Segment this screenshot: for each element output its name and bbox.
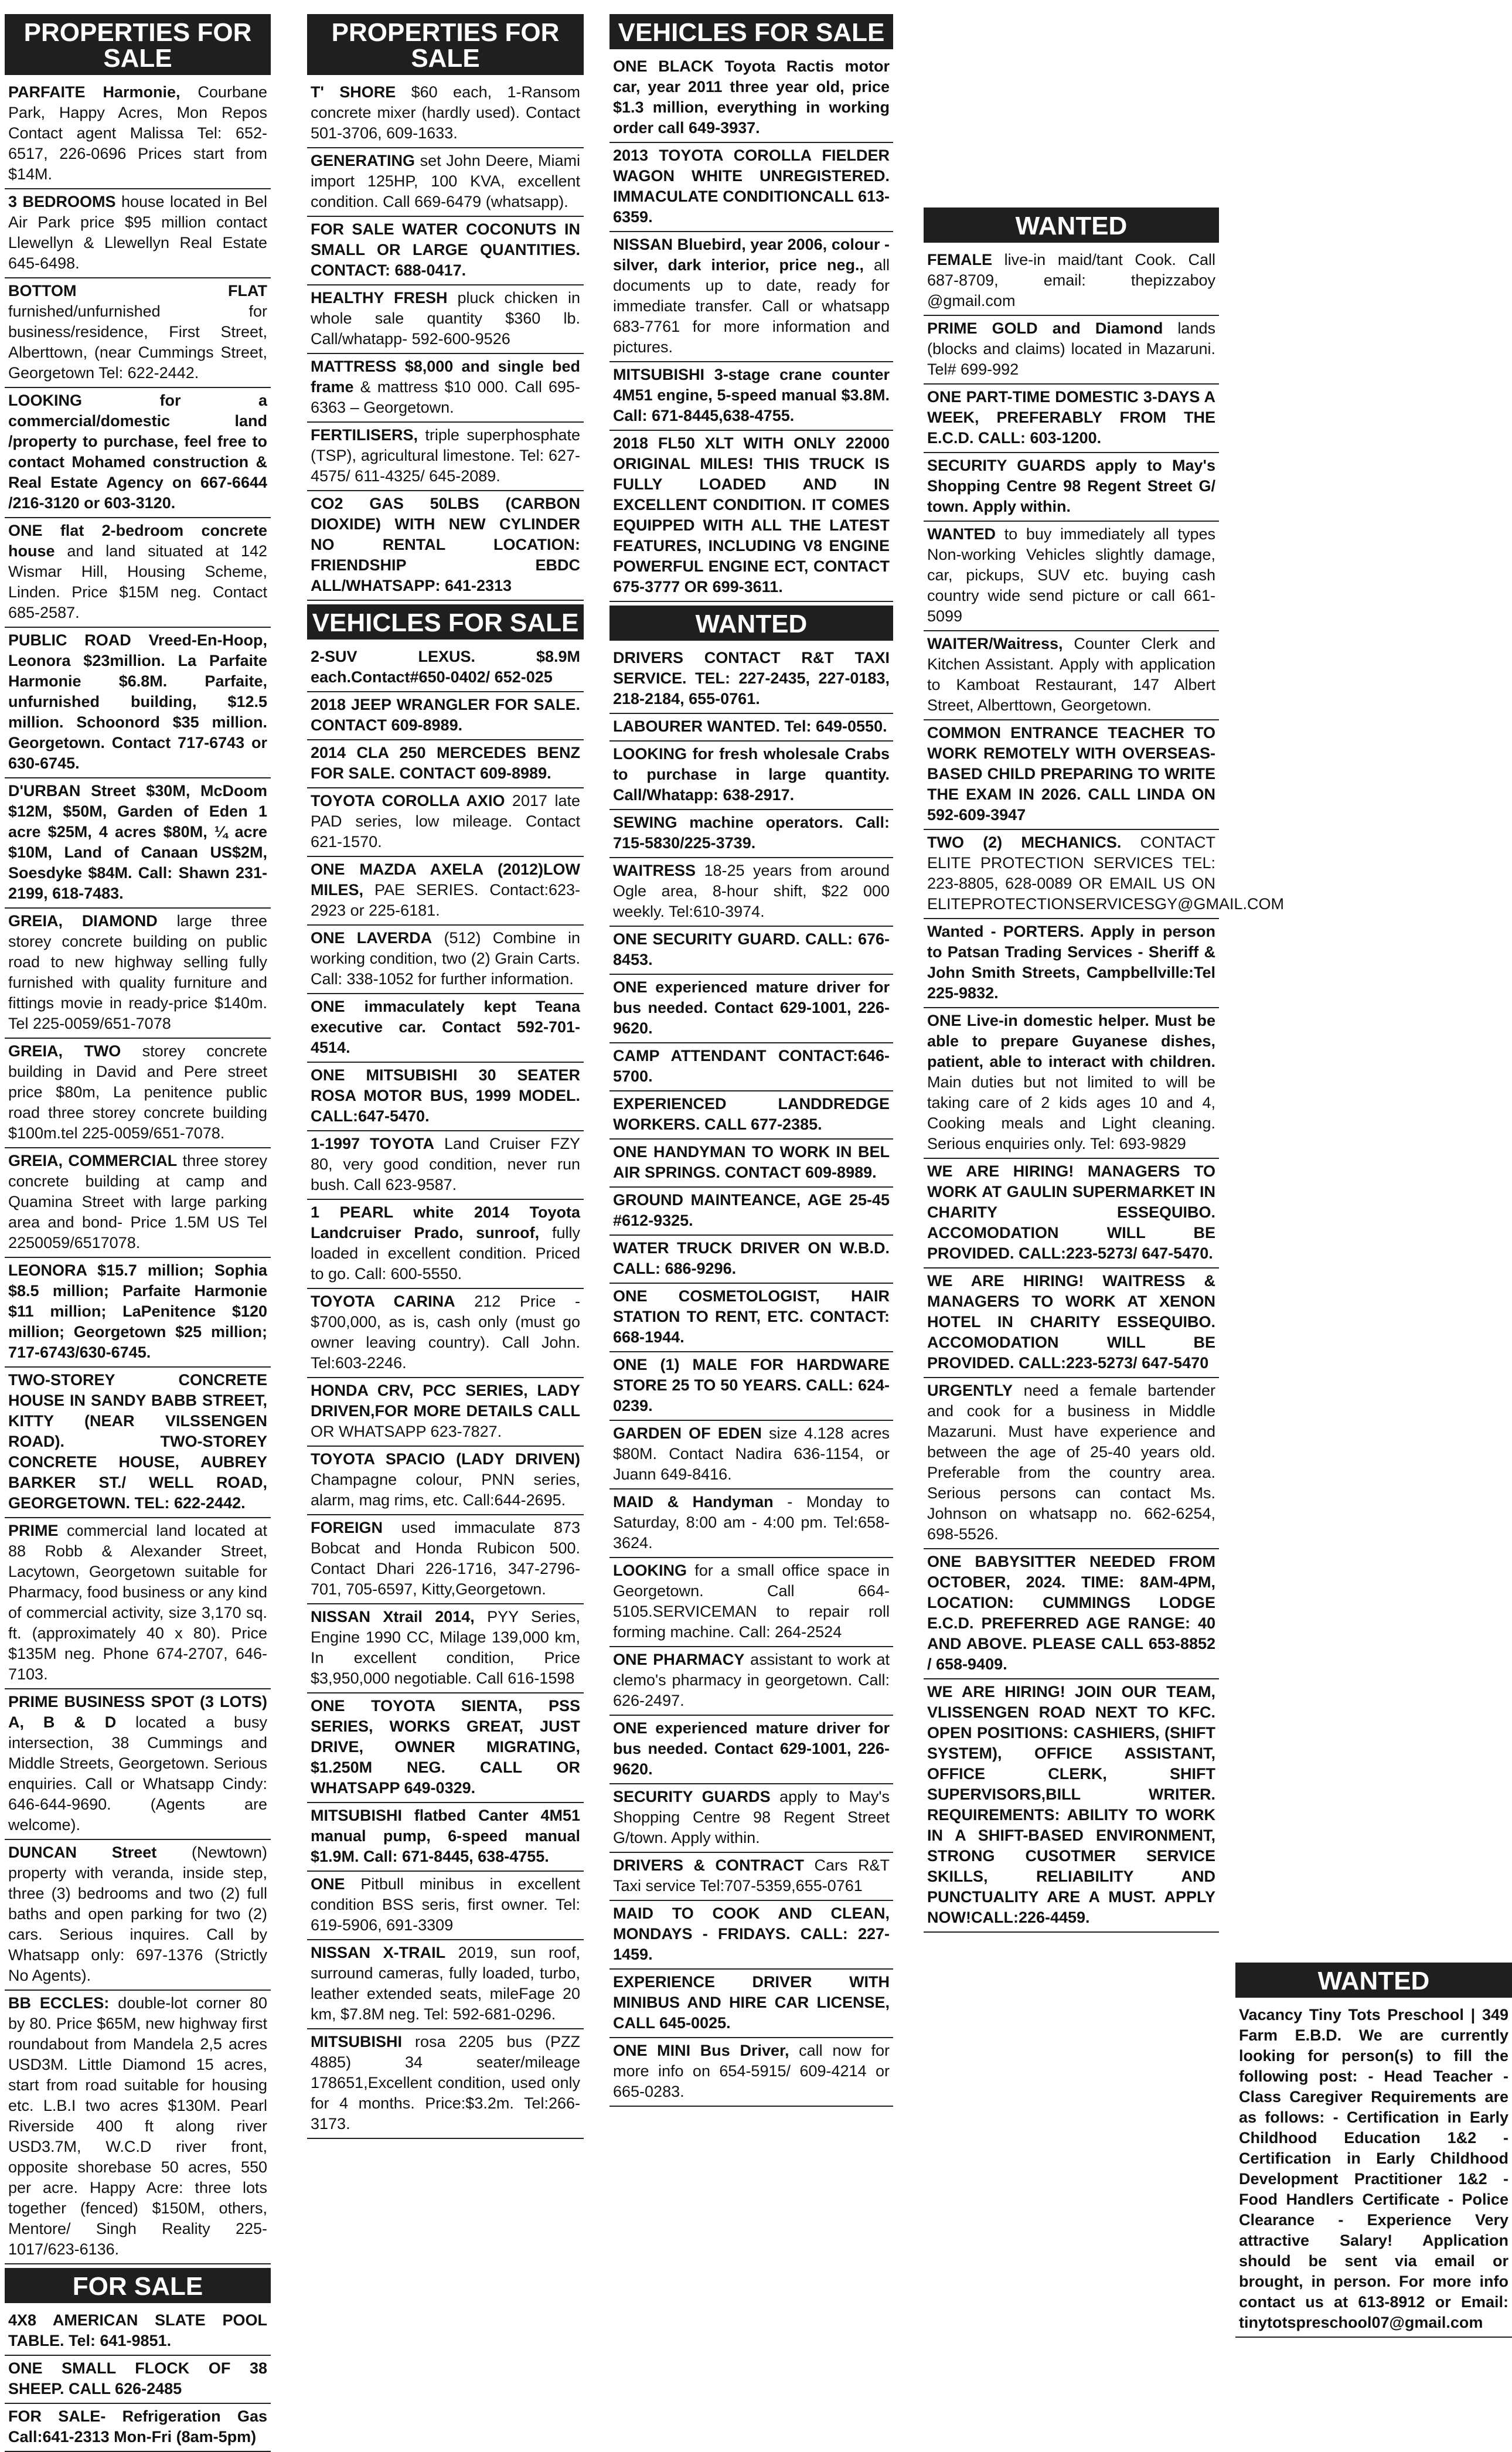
ad-lead-text: FEMALE (927, 251, 992, 268)
ad-lead-text: LEONORA $15.7 million; Sophia $8.5 million; Parfaite Harmonie $11 million; LaPenitence $120 million; Georgetown $25 million; 717-6743/630-6745. (8, 1261, 267, 1361)
ad-lead-text: WE ARE HIRING! WAITRESS & MANAGERS TO WORK AT XENON HOTEL IN CHARITY ESSEQUIBO. ACCOMODATION WILL BE PROVIDED. CALL:223-5273/ 647-5470 (927, 1272, 1215, 1372)
ad-lead-text: EXPERIENCED LANDDREDGE WORKERS. CALL 677-2385. (613, 1095, 890, 1133)
classified-ad (924, 1378, 1219, 1549)
ad-lead-text: SEWING machine operators. Call: 715-5830/225-3739. (613, 814, 890, 852)
classified-ad (609, 1421, 893, 1489)
ad-body-text: all documents up to date, ready for immediate transfer. Call or whatsapp 683-7761 for more information and pictures. (613, 256, 890, 356)
ad-body-text: lands (blocks and claims) located in Mazaruni. Tel# 699-992 (927, 319, 1215, 378)
ad-body-text: and land situated at 142 Wismar Hill, Housing Scheme, Linden. Price $15M neg. Contact 685-2587. (8, 542, 267, 621)
classified-ad (307, 217, 584, 285)
ad-lead-text: FOR SALE- Refrigeration Gas Call:641-2313 Mon-Fri (8am-5pm) (8, 2407, 267, 2446)
ad-lead-text: ONE BLACK Toyota Ractis motor car, year 2011 three year old, price $1.3 million, everything in working order call 649-3937. (613, 57, 890, 137)
ad-lead-text: TOYOTA SPACIO (LADY DRIVEN) (311, 1450, 580, 1468)
ad-lead-text: 1-1997 TOYOTA (311, 1135, 435, 1152)
classified-ad (924, 1159, 1219, 1268)
ad-lead-text: HONDA CRV, PCC SERIES, LADY DRIVEN,FOR MORE DETAILS CALL (311, 1382, 580, 1420)
classified-ad (609, 1853, 893, 1901)
ad-body-text: Counter Clerk and Kitchen Assistant. Apply with application to Kamboat Restaurant, 147 Albert Street, Alberttown, Georgetown. (927, 635, 1215, 714)
ad-body-text: PYY Series, Engine 1990 CC, Milage 139,000 km, In excellent condition, Price $3,950,000 negotiable. Call 616-1598 (311, 1608, 580, 1687)
ad-lead-text: WAITER/Waitress, (927, 635, 1063, 652)
ad-lead-text: PRIME BUSINESS SPOT (3 LOTS) A, B & D (8, 1693, 267, 1731)
classified-ad (609, 742, 893, 810)
classified-ad (5, 1689, 271, 1840)
ad-lead-text: GREIA, TWO (8, 1042, 121, 1060)
classified-ad (307, 788, 584, 857)
classified-ad (924, 522, 1219, 631)
ad-lead-text: GREIA, COMMERCIAL (8, 1152, 178, 1169)
classified-ad (609, 431, 893, 602)
ad-lead-text: GENERATING (311, 152, 416, 169)
ad-lead-text: 2014 CLA 250 MERCEDES BENZ FOR SALE. CONTACT 609-8989. (311, 744, 580, 782)
section-header: VEHICLES FOR SALE (307, 604, 584, 640)
classified-ad (307, 491, 584, 601)
ad-lead-text: ONE (1) MALE FOR HARDWARE STORE 25 TO 50 YEARS. CALL: 624-0239. (613, 1356, 890, 1414)
classified-ad (609, 1716, 893, 1784)
classified-ad (307, 1803, 584, 1872)
ad-body-text: 18-25 years from around Ogle area, 8-hour shift, $22 000 weekly. Tel:610-3974. (613, 862, 890, 920)
ad-lead-text: WE ARE HIRING! JOIN OUR TEAM, VLISSENGEN ROAD NEXT TO KFC. OPEN POSITIONS: CASHIERS, (SHIFT SYSTEM), OFFICE ASSISTANT, OFFICE CLERK, SHIFT SUPERVISORS,BILL WRITER. REQUIREMENTS: ABILITY TO WORK IN A SHIFT-BASED ENVIRONMENT, STRONG CUSOTMER SERVICE SKILLS, RELIABILITY AND PUNCTUALITY ARE A MUST. APPLY NOW!CALL:226-4459. (927, 1683, 1215, 1926)
classified-ad (5, 1258, 271, 1368)
ad-body-text: 212 Price - $700,000, as is, cash only (must go owner leaving country). Call John. Tel:603-2246. (311, 1293, 580, 1372)
ad-body-text: commercial land located at 88 Robb & Alexander Street, Lacytown, Georgetown suitable for Pharmacy, food business or any kind of commercial activity, size 3,170 sq. ft. (approximately 40 x 80). Price $135M neg. Phone 674-2707, 646-7103. (8, 1522, 267, 1683)
classified-ad (307, 80, 584, 148)
ad-lead-text: ONE TOYOTA SIENTA, PSS SERIES, WORKS GREAT, JUST DRIVE, OWNER MIGRATING, $1.250M NEG. CALL OR WHATSAPP 649-0329. (311, 1697, 580, 1797)
ad-lead-text: 4X8 AMERICAN SLATE POOL TABLE. Tel: 641-9851. (8, 2311, 267, 2349)
ad-body-text: furnished/unfurnished for business/residence, First Street, Alberttown, (near Cummings Street, Georgetown Tel: 622-2442. (8, 302, 267, 382)
ad-lead-text: NISSAN Bluebird, year 2006, colour - silver, dark interior, price neg., (613, 236, 890, 274)
ad-lead-text: PUBLIC ROAD Vreed-En-Hoop, Leonora $23million. La Parfaite Harmonie $6.8M. Parfaite, unfurnished building, $12.5 million. Schoonord $35 million. Georgetown. Contact 717-6743 or 630-6745. (8, 631, 267, 772)
ad-lead-text: 2018 JEEP WRANGLER FOR SALE. CONTACT 609-8989. (311, 696, 580, 734)
ad-lead-text: ONE COSMETOLOGIST, HAIR STATION TO RENT, ETC. CONTACT: 668-1944. (613, 1287, 890, 1346)
classified-ad (924, 1549, 1219, 1679)
ad-lead-text: PRIME GOLD and Diamond (927, 319, 1163, 337)
ad-body-text: (Newtown) property with veranda, inside step, three (3) bedrooms and two (2) full baths and open parking for two (2) cars. Serious inquires. Call by Whatsapp only: 697-1376 (Strictly No Agents). (8, 1844, 267, 1984)
classified-ad (609, 362, 893, 431)
classified-ad (307, 1131, 584, 1200)
ad-lead-text: ONE HANDYMAN TO WORK IN BEL AIR SPRINGS. CONTACT 609-8989. (613, 1143, 890, 1181)
column-4 (924, 11, 1285, 1933)
ad-lead-text: GREIA, DIAMOND (8, 912, 158, 930)
classified-ad (609, 2038, 893, 2107)
ad-body-text: three storey concrete building at camp and Quamina Street with large parking area and bond- Price 1.5M US Tel 2250059/6517078. (8, 1152, 267, 1251)
ad-lead-text: LOOKING for a commercial/domestic land /property to purchase, feel free to contact Mohamed construction & Real Estate Agency on 667-6644 /216-3120 or 603-3120. (8, 392, 267, 512)
ad-lead-text: ONE (311, 1875, 345, 1893)
section-header: VEHICLES FOR SALE (609, 14, 893, 49)
ad-lead-text: FOR SALE WATER COCONUTS IN SMALL OR LARGE QUANTITIES. CONTACT: 688-0417. (311, 220, 580, 279)
ad-lead-text: MITSUBISHI 3-stage crane counter 4M51 engine, 5-speed manual $3.8M. Call: 671-8445,638-4755. (613, 366, 890, 424)
classified-ad (1235, 2002, 1512, 2338)
ad-lead-text: CO2 GAS 50LBS (CARBON DIOXIDE) WITH NEW CYLINDER NO RENTAL LOCATION: FRIENDSHIP EBDC ALL/WHATSAPP: 641-2313 (311, 495, 580, 594)
classified-ad (609, 1236, 893, 1284)
classified-ad (924, 919, 1219, 1008)
classified-ad (609, 1140, 893, 1188)
ad-lead-text: NISSAN Xtrail 2014, (311, 1608, 475, 1625)
ad-body-text: used immaculate 873 Bobcat and Honda Rubicon 500. Contact Dhari 226-1716, 347-2796-701, 705-6597, Kitty,Georgetown. (311, 1519, 580, 1598)
classified-ad (307, 148, 584, 217)
classified-ad (5, 1840, 271, 1991)
classified-ad (609, 858, 893, 927)
ad-lead-text: BOTTOM FLAT (8, 282, 267, 300)
ad-body-text: OR WHATSAPP 623-7827. (311, 1423, 502, 1440)
classified-ad (307, 644, 584, 692)
classified-ad (609, 1647, 893, 1716)
ad-lead-text: FERTILISERS, (311, 426, 418, 444)
ad-body-text: Land Cruiser FZY 80, very good condition, never run bush. Call 623-9587. (311, 1135, 581, 1193)
classified-ad (307, 857, 584, 926)
ad-lead-text: 2-SUV LEXUS. $8.9M each.Contact#650-0402/ 652-025 (311, 648, 580, 686)
classified-ad (5, 628, 271, 778)
classified-ad (609, 1284, 893, 1352)
classified-ad (5, 909, 271, 1039)
ad-body-text: Champagne colour, PNN series, alarm, mag rims, etc. Call:644-2695. (311, 1471, 580, 1509)
ad-body-text: Pitbull minibus in excellent condition BSS seris, first owner. Tel: 619-5906, 691-3309 (311, 1875, 580, 1934)
classified-ad (5, 2404, 271, 2452)
ad-lead-text: DUNCAN Street (8, 1844, 157, 1861)
ad-lead-text: ONE flat 2-bedroom concrete house (8, 522, 267, 560)
classified-ad (609, 54, 893, 143)
ad-lead-text: Wanted - PORTERS. Apply in person to Patsan Trading Services - Sheriff & John Smith Streets, Campbellville:Tel 225-9832. (927, 923, 1215, 1002)
ad-body-text: size 4.128 acres $80M. Contact Nadira 636-1154, or Juann 649-8416. (613, 1424, 890, 1483)
ad-lead-text: TOYOTA COROLLA AXIO (311, 792, 505, 810)
section-header: PROPERTIES FOR SALE (5, 14, 271, 75)
classified-ad (5, 2308, 271, 2356)
ad-lead-text: PARFAITE Harmonie, (8, 83, 181, 101)
ad-lead-text: FOREIGN (311, 1519, 383, 1536)
ad-lead-text: T' SHORE (311, 83, 396, 101)
blank-space (924, 11, 1219, 204)
classified-ad (307, 2029, 584, 2139)
ad-lead-text: MAID TO COOK AND CLEAN, MONDAYS - FRIDAYS. CALL: 227-1459. (613, 1905, 890, 1963)
ad-lead-text: LABOURER WANTED. Tel: 649-0550. (613, 717, 887, 735)
classified-ad (924, 1679, 1219, 1933)
ad-lead-text: CAMP ATTENDANT CONTACT:646-5700. (613, 1047, 890, 1085)
ad-lead-text: COMMON ENTRANCE TEACHER TO WORK REMOTELY WITH OVERSEAS-BASED CHILD PREPARING TO WRITE THE EXAM IN 2026. CALL LINDA ON 592-609-3947 (927, 724, 1215, 824)
classified-ad (307, 740, 584, 788)
section-header: WANTED (924, 208, 1219, 243)
classified-ad (924, 385, 1219, 453)
blank-space (1235, 11, 1512, 1959)
classified-ad (5, 388, 271, 518)
ad-body-text: triple superphosphate (TSP), agricultural limestone. Tel: 627-4575/ 611-4325/ 645-2089. (311, 426, 580, 485)
ad-lead-text: ONE MAZDA AXELA (2012)LOW MILES, (311, 861, 580, 899)
classified-ad (5, 189, 271, 278)
ad-body-text: Courbane Park, Happy Acres, Mon Repos Contact agent Malissa Tel: 652-6517, 226-0696 Prices start from $14M. (8, 83, 268, 183)
ad-lead-text: D'URBAN Street $30M, McDoom $12M, $50M, Garden of Eden 1 acre $25M, 4 acres $80M, ¼ acre $10M, Land of Canaan US$2M, Soesdyke $84M. Call: Shawn 231-2199, 618-7483. (8, 782, 267, 902)
column-5 (1235, 11, 1512, 2338)
ad-lead-text: ONE immaculately kept Teana executive car. Contact 592-701-4514. (311, 998, 580, 1056)
section-header: FOR SALE (5, 2268, 271, 2303)
classified-ad (609, 1970, 893, 2038)
classified-ad (307, 692, 584, 740)
classified-ad (924, 1008, 1219, 1159)
ad-body-text: CONTACT ELITE PROTECTION SERVICES TEL: 223-8805, 628-0089 OR EMAIL US ON ELITEPROTECTIONSERVICESGY@GMAIL.COM (927, 834, 1285, 913)
ad-lead-text: LOOKING for fresh wholesale Crabs to purchase in large quantity. Call/Whatapp: 638-2917. (613, 745, 890, 804)
ad-lead-text: URGENTLY (927, 1382, 1013, 1399)
ad-lead-text: WE ARE HIRING! MANAGERS TO WORK AT GAULIN SUPERMARKET IN CHARITY ESSEQUIBO. ACCOMODATION WILL BE PROVIDED. CALL:223-5273/ 647-5470. (927, 1162, 1215, 1262)
ad-lead-text: 2018 FL50 XLT WITH ONLY 22000 ORIGINAL MILES! THIS TRUCK IS FULLY LOADED AND IN EXCELLENT CONDITION. IT COMES EQUIPPED WITH ALL THE LATEST FEATURES, INCLUDING V8 ENGINE POWERFUL ENGINE ECT, CONTACT 675-3777 OR 699-3611. (613, 434, 890, 596)
ad-body-text: need a female bartender and cook for a business in Middle Mazaruni. Must have experience and between the age of 25-40 years old. Preferable from the country area. Serious persons can contact Ms. Johnson on whatsapp no. 662-6254, 698-5526. (927, 1382, 1215, 1543)
ad-body-text: - Monday to Saturday, 8:00 am - 4:00 pm. Tel:658-3624. (613, 1493, 890, 1552)
classified-ad (609, 1091, 893, 1140)
ad-lead-text: WANTED (927, 525, 996, 543)
classified-ad (609, 810, 893, 858)
ad-lead-text: PRIME (8, 1522, 59, 1539)
classified-ad (609, 1188, 893, 1236)
ad-lead-text: DRIVERS CONTACT R&T TAXI SERVICE. TEL: 227-2435, 227-0183, 218-2184, 655-0761. (613, 649, 890, 708)
ad-lead-text: ONE MITSUBISHI 30 SEATER ROSA MOTOR BUS, 1999 MODEL. CALL:647-5470. (311, 1066, 580, 1125)
ad-lead-text: ONE BABYSITTER NEEDED FROM OCTOBER, 2024. TIME: 8AM-4PM, LOCATION: CUMMINGS LODGE E.C.D. PREFERRED AGE RANGE: 40 AND ABOVE. PLEASE CALL 653-8852 / 658-9409. (927, 1553, 1215, 1673)
classified-ad (307, 1872, 584, 1940)
classified-ad (307, 1200, 584, 1289)
ad-body-text: call now for more info on 654-5915/ 609-4214 or 665-0283. (613, 2042, 890, 2100)
classified-ad (5, 1039, 271, 1148)
ad-lead-text: NISSAN X-TRAIL (311, 1944, 446, 1961)
classified-ad (609, 1784, 893, 1853)
ad-lead-text: MITSUBISHI (311, 2033, 403, 2050)
ad-body-text: large three storey concrete building on public road to new highway selling fully furnished with quality furniture and fittings movie in ready-price $140m. Tel 225-0059/651-7078 (8, 912, 267, 1032)
classified-ad (609, 1043, 893, 1091)
classified-ad (307, 1447, 584, 1515)
classified-ad (307, 423, 584, 491)
classified-ad (307, 1940, 584, 2029)
classified-ad (307, 994, 584, 1063)
ad-lead-text: GARDEN OF EDEN (613, 1424, 762, 1442)
ad-body-text: set John Deere, Miami import 125HP, 100 KVA, excellent condition. Call 669-6479 (whatsapp). (311, 152, 580, 210)
ad-lead-text: WATER TRUCK DRIVER ON W.B.D. CALL: 686-9296. (613, 1239, 890, 1277)
ad-body-text: live-in maid/tant Cook. Call 687-8709, email: thepizzaboy @gmail.com (927, 251, 1215, 310)
ad-lead-text: 2013 TOYOTA COROLLA FIELDER WAGON WHITE UNREGISTERED. IMMACULATE CONDITIONCALL 613-6359. (613, 147, 890, 226)
classified-ad (5, 778, 271, 909)
ad-body-text: assistant to work at clemo's pharmacy in georgetown. Call: 626-2497. (613, 1651, 890, 1709)
classified-ad (307, 1604, 584, 1693)
column-3 (609, 11, 893, 2107)
classified-ad (924, 1268, 1219, 1378)
ad-lead-text: TOYOTA CARINA (311, 1293, 455, 1310)
ad-body-text: to buy immediately all types Non-working Vehicles slightly damage, car, pickups, SUV etc. buying cash country wide send picture or call 661-5099 (927, 525, 1215, 625)
ad-body-text: fully loaded in excellent condition. Priced to go. Call: 600-5550. (311, 1224, 580, 1283)
section-header: PROPERTIES FOR SALE (307, 14, 584, 75)
classified-ad (609, 714, 893, 742)
ad-body-text: double-lot corner 80 by 80. Price $65M, new highway first roundabout from Mandela 2,5 acres USD3M. Little Diamond 15 acres, start from road suitable for housing etc. L.B.I two acres $130M. Pearl Riverside 400 ft along river USD3.7M, W.C.D river front, opposite shorebase 50 acres, 550 per acre. Happy Acre: three lots together (fenced) $150M, others, Mentore/ Singh Reality 225-1017/623-6136. (8, 1994, 267, 2258)
ad-lead-text: ONE MINI Bus Driver, (613, 2042, 789, 2059)
classified-ad (609, 232, 893, 362)
ad-lead-text: ONE SMALL FLOCK OF 38 SHEEP. CALL 626-2485 (8, 2359, 267, 2397)
classified-ad (924, 453, 1219, 522)
ad-lead-text: MITSUBISHI flatbed Canter 4M51 manual pump, 6-speed manual $1.9M. Call: 671-8445, 638-4755. (311, 1807, 580, 1865)
classified-ad (924, 720, 1219, 830)
ad-body-text: (512) Combine in working condition, two (2) Grain Carts. Call: 338-1052 for further information. (311, 929, 580, 988)
ad-body-text: located a busy intersection, 38 Cummings and Middle Streets, Georgetown. Serious enquiries. Call or Whatsapp Cindy: 646-644-9690. (Agents are welcome). (8, 1713, 267, 1834)
classified-ad (307, 285, 584, 354)
ad-lead-text: ONE experienced mature driver for bus needed. Contact 629-1001, 226-9620. (613, 1719, 890, 1778)
ad-body-text: apply to May's Shopping Centre 98 Regent Street G/town. Apply within. (613, 1788, 890, 1846)
ad-lead-text: EXPERIENCE DRIVER WITH MINIBUS AND HIRE CAR LICENSE, CALL 645-0025. (613, 1973, 890, 2032)
ad-lead-text: HEALTHY FRESH (311, 289, 448, 307)
ad-body-text: PAE SERIES. Contact:623-2923 or 225-6181. (311, 881, 580, 919)
classified-ad (609, 975, 893, 1043)
ad-body-text: Cars R&T Taxi service Tel:707-5359,655-0761 (613, 1856, 890, 1895)
classified-ad (5, 80, 271, 189)
ad-lead-text: GROUND MAINTEANCE, AGE 25-45 #612-9325. (613, 1191, 890, 1229)
classified-ad (5, 1991, 271, 2264)
ad-body-text: rosa 2205 bus (PZZ 4885) 34 seater/mileage 178651,Excellent condition, used only for 4 months. Price:$3.2m. Tel:266-3173. (311, 2033, 580, 2133)
ad-lead-text: SECURITY GUARDS (613, 1788, 771, 1805)
classified-ad (609, 1558, 893, 1647)
section-header: WANTED (609, 606, 893, 641)
ad-body-text: $60 each, 1-Ransom concrete mixer (hardly used). Contact 501-3706, 609-1633. (311, 83, 580, 142)
classified-ad (609, 1352, 893, 1421)
ad-lead-text: TWO (2) MECHANICS. (927, 834, 1122, 851)
classified-ad (307, 354, 584, 423)
classified-ad (924, 830, 1285, 919)
classified-ad (5, 278, 271, 388)
ad-lead-text: DRIVERS & CONTRACT (613, 1856, 804, 1874)
ad-body-text: 2017 late PAD series, low mileage. Contact 621-1570. (311, 792, 580, 851)
classified-ad (307, 926, 584, 994)
classified-ad (307, 1515, 584, 1604)
classified-ad (307, 1693, 584, 1803)
classified-ad (609, 645, 893, 714)
column-1 (5, 11, 271, 2452)
section-header: WANTED (1235, 1963, 1512, 1998)
ad-lead-text: 3 BEDROOMS (8, 193, 116, 210)
classified-ad (307, 1063, 584, 1131)
ad-lead-text: BB ECCLES: (8, 1994, 110, 2012)
ad-lead-text: ONE LAVERDA (311, 929, 433, 947)
ad-lead-text: ONE SECURITY GUARD. CALL: 676-8453. (613, 930, 890, 968)
classified-ad (924, 247, 1219, 316)
ad-body-text: Main duties but not limited to will be taking care of 2 kids ages 10 and 4, Cooking meals and Light cleaning. Serious enquiries only. Tel: 693-9829 (927, 1073, 1215, 1152)
ad-lead-text: LOOKING (613, 1562, 687, 1579)
ad-body-text: pluck chicken in whole sale quantity $360 lb. Call/whatapp- 592-600-9526 (311, 289, 580, 348)
ad-body-text: for a small office space in Georgetown. Call 664-5105.SERVICEMAN to repair roll forming machine. Call: 264-2524 (613, 1562, 890, 1641)
column-2 (307, 11, 584, 2139)
ad-lead-text: TWO-STOREY CONCRETE HOUSE IN SANDY BABB STREET, KITTY (NEAR VILSSENGEN ROAD). TWO-STOREY CONCRETE HOUSE, AUBREY BARKER ST./ WELL ROAD, GEORGETOWN. TEL: 622-2442. (8, 1371, 267, 1512)
classified-ad (609, 927, 893, 975)
classified-ad (307, 1289, 584, 1378)
ad-lead-text: ONE PHARMACY (613, 1651, 745, 1668)
ad-lead-text: ONE PART-TIME DOMESTIC 3-DAYS A WEEK, PREFERABLY FROM THE E.C.D. CALL: 603-1200. (927, 388, 1215, 447)
ad-body-text: house located in Bel Air Park price $95 million contact Llewellyn & Llewellyn Real Estate 645-6498. (8, 193, 267, 272)
classified-ad (609, 1901, 893, 1970)
classified-ad (307, 1378, 584, 1447)
ad-lead-text: ONE Live-in domestic helper. Must be able to prepare Guyanese dishes, patient, able to interact with children. (927, 1012, 1215, 1070)
classified-ad (5, 518, 271, 628)
ad-lead-text: SECURITY GUARDS apply to May's Shopping Centre 98 Regent Street G/ town. Apply within. (927, 457, 1215, 515)
classified-ad (5, 1368, 271, 1518)
classified-ad (609, 143, 893, 232)
classified-ad (5, 2356, 271, 2404)
classified-ad (5, 1148, 271, 1258)
ad-body-text: storey concrete building in David and Pere street price $80m, La penitence public road three storey concrete building $100m.tel 225-0059/651-7078. (8, 1042, 267, 1142)
ad-lead-text: ONE experienced mature driver for bus needed. Contact 629-1001, 226-9620. (613, 978, 890, 1037)
ad-lead-text: 1 PEARL white 2014 Toyota Landcruiser Prado, sunroof, (311, 1203, 580, 1242)
ad-lead-text: WAITRESS (613, 862, 696, 879)
ad-lead-text: MATTRESS $8,000 and single bed frame (311, 358, 580, 396)
ad-body-text: & mattress $10 000. Call 695-6363 – Georgetown. (311, 378, 580, 416)
classified-ad (924, 316, 1219, 385)
ad-lead-text: Vacancy Tiny Tots Preschool | 349 Farm E.B.D. We are currently looking for person(s) to fill the following post: - Head Teacher - Class Caregiver Requirements are as follows: - Certification in Early Childhood Education 1&2 - Certification in Early Childhood Development Practitioner 1&2 - Food Handlers Certificate - Police Clearance - Experience Very attractive Salary! Application should be sent via email or brought, in person. For more info contact us at 613-8912 or Email: tinytotspreschool07@gmail.com (1239, 2006, 1508, 2331)
ad-body-text: 2019, sun roof, surround cameras, fully loaded, turbo, leather extended seats, mileFage 20 km, $7.8M neg. Tel: 592-681-0296. (311, 1944, 580, 2023)
ad-lead-text: MAID & Handyman (613, 1493, 774, 1511)
classified-ad (609, 1489, 893, 1558)
classified-ad (5, 1518, 271, 1689)
classified-ad (924, 631, 1219, 720)
